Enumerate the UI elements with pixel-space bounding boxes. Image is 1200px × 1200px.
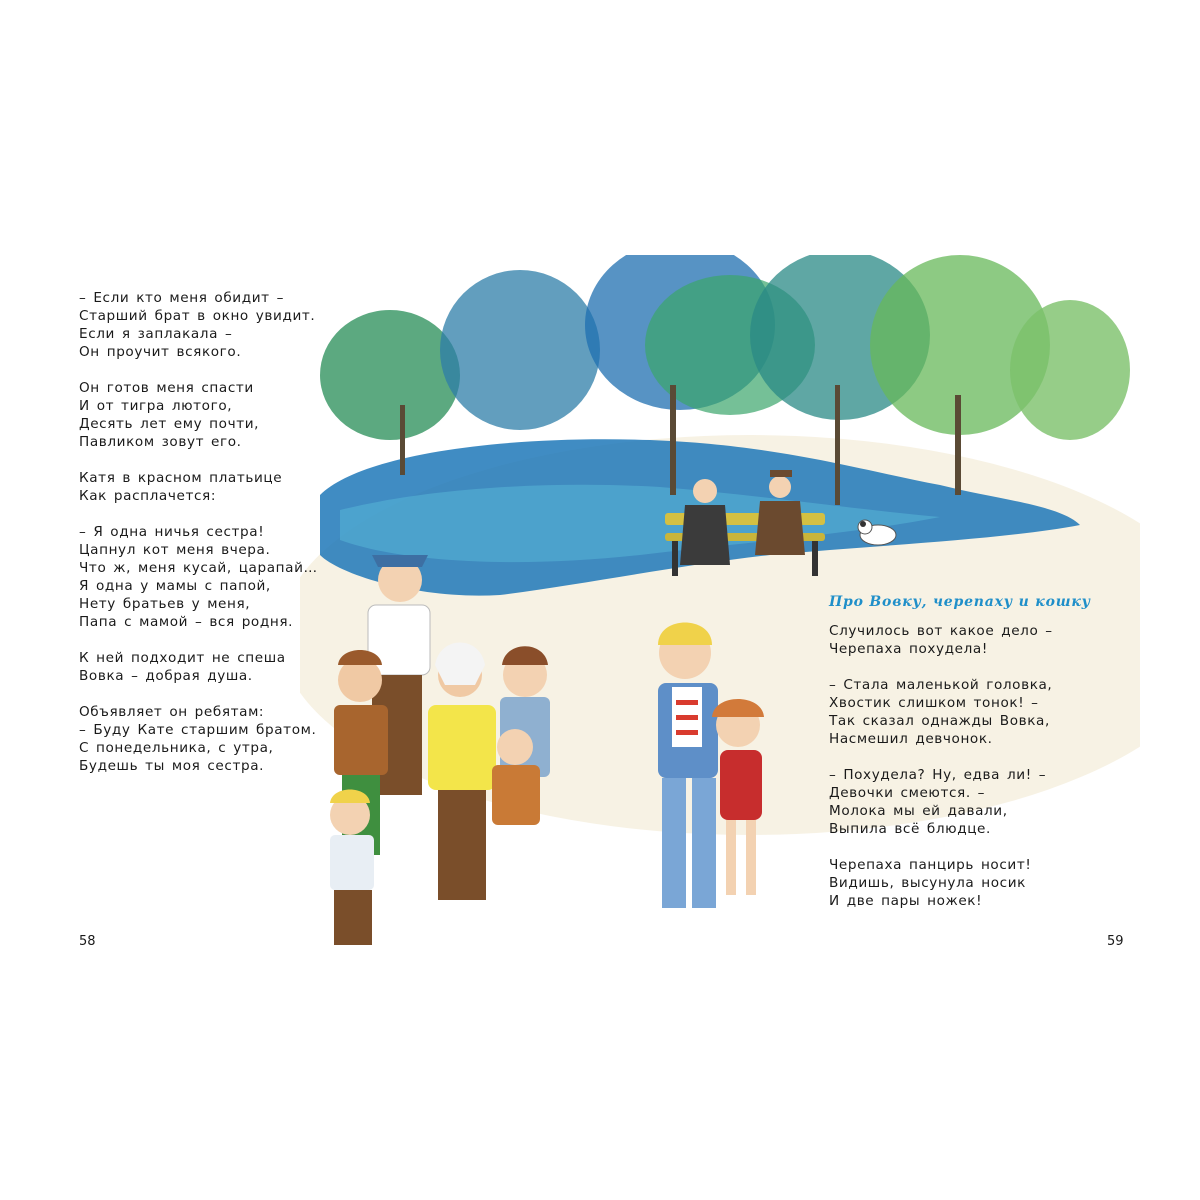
poem-line: Хвостик слишком тонок! – (829, 695, 1039, 711)
poem-line: Он готов меня спасти (79, 380, 254, 396)
page-number-right: 59 (1107, 934, 1124, 949)
poem-line: Цапнул кот меня вчера. (79, 542, 271, 558)
poem-line: Папа с мамой – вся родня. (79, 614, 294, 630)
poem-line: Насмешил девчонок. (829, 731, 993, 747)
right-poem (829, 622, 1053, 910)
page-number-left: 58 (79, 934, 96, 949)
poem-line: Видишь, высунула носик (829, 875, 1026, 891)
poem-line: – Похудела? Ну, едва ли! – (829, 767, 1047, 783)
stanza-gap (79, 631, 318, 649)
poem-line: Будешь ты моя сестра. (79, 758, 265, 774)
stanza-gap (79, 505, 318, 523)
stanza-gap (79, 685, 318, 703)
poem-line: Что ж, меня кусай, царапай… (79, 560, 318, 576)
poem-line: Объявляет он ребятам: (79, 704, 265, 720)
poem-line: – Стала маленькой головка, (829, 677, 1053, 693)
poem-line: Как расплачется: (79, 488, 216, 504)
poem-line: Вовка – добрая душа. (79, 668, 253, 684)
poem-line: Я одна у мамы с папой, (79, 578, 271, 594)
poem-line: Он проучит всякого. (79, 344, 242, 360)
poem-line: Молока мы ей давали, (829, 803, 1008, 819)
poem-line: Так сказал однажды Вовка, (829, 713, 1050, 729)
poem-line: Старший брат в окно увидит. (79, 308, 316, 324)
left-poem (79, 289, 318, 775)
poem-line: Случилось вот какое дело – (829, 623, 1053, 639)
poem-line: Если я заплакала – (79, 326, 233, 342)
stanza-gap (79, 361, 318, 379)
poem-line: И от тигра лютого, (79, 398, 233, 414)
stanza-gap (79, 451, 318, 469)
stanza-gap (829, 748, 1053, 766)
poem-line: Нету братьев у меня, (79, 596, 251, 612)
poem-line: – Если кто меня обидит – (79, 290, 285, 306)
stanza-gap (829, 838, 1053, 856)
poem-line: С понедельника, с утра, (79, 740, 274, 756)
poem-line: К ней подходит не спеша (79, 650, 286, 666)
stanza-gap (829, 658, 1053, 676)
poem-line: – Я одна ничья сестра! (79, 524, 265, 540)
poem-line: Катя в красном платьице (79, 470, 283, 486)
poem-title: Про Вовку, черепаху и кошку (829, 594, 1091, 610)
poem-line: – Буду Кате старшим братом. (79, 722, 317, 738)
poem-line: И две пары ножек! (829, 893, 983, 909)
poem-line: Выпила всё блюдце. (829, 821, 991, 837)
poem-line: Павликом зовут его. (79, 434, 242, 450)
poem-line: Черепаха похудела! (829, 641, 988, 657)
poem-line: Девочки смеются. – (829, 785, 986, 801)
poem-line: Десять лет ему почти, (79, 416, 260, 432)
poem-line: Черепаха панцирь носит! (829, 857, 1032, 873)
